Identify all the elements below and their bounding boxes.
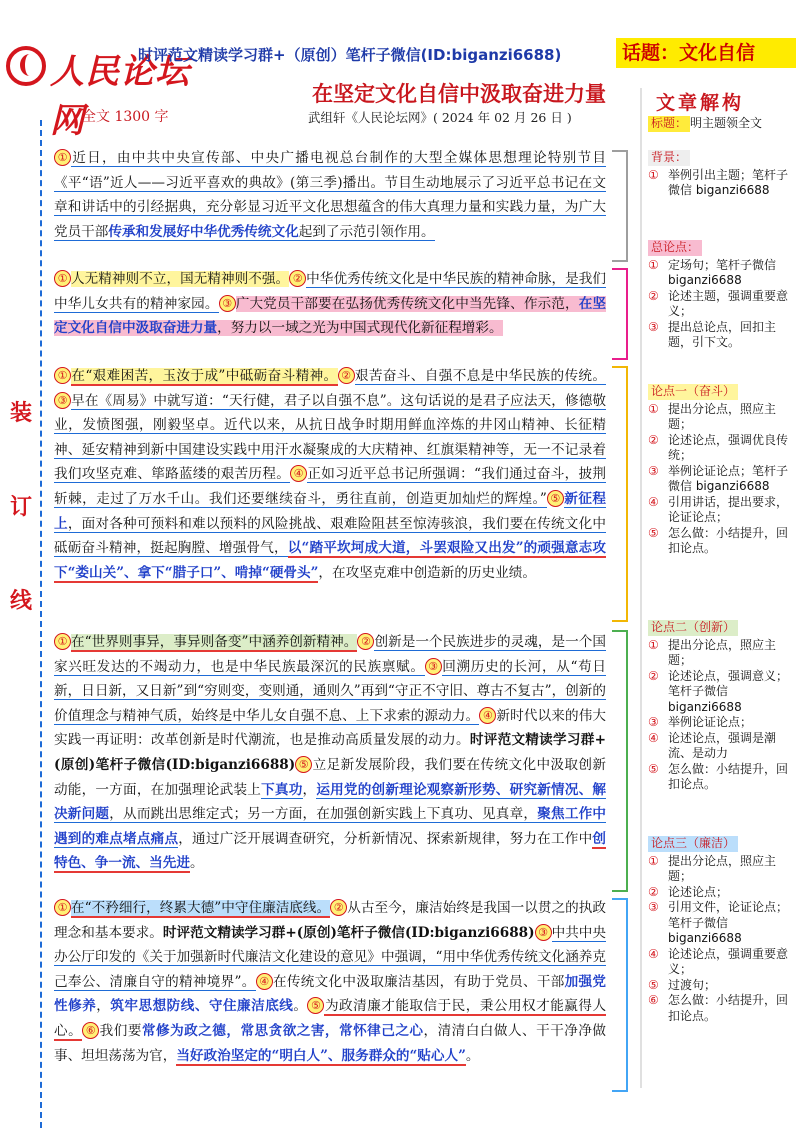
text-span: 我们要: [99, 1022, 142, 1039]
text-span: 近日，由中共中央宣传部、中央广播电视总台制作的大型全媒体思想理论特别节目《平“语”近人——习近平喜欢的典故》(第三季)播出。节目生动地展示了习近平总书记在文章和讲话中的引经据典，充分彰显习近平文化思想蕴含的伟大真理力量和实践力量，为广大党员干部: [54, 150, 606, 240]
sidebar-item-text: 引用讲话，提出要求，论证论点；: [668, 494, 789, 524]
sidebar-item: [648, 258, 788, 289]
num-marker: ①: [54, 149, 71, 166]
sidebar-item: [648, 464, 788, 495]
margin-char-3: 线: [10, 588, 33, 614]
sidebar-item-num: ③: [648, 319, 659, 334]
text-span: 回溯历史的长河，从“苟日新，日日新，又日新”到“穷则变，变则通，通则久”再到“守正不守旧、尊古不复古”，创新的价值理念与精神气质，始终是中华儿女自强不息、上下求索的源动力。: [54, 658, 607, 724]
num-marker: ③: [219, 295, 236, 312]
sidebar-item-num: ①: [648, 637, 659, 652]
sidebar-item-num: ②: [648, 668, 659, 683]
highlight-span: 人无精神则不立，国无精神则不强。: [71, 271, 290, 287]
sidebar-item-text: 过渡句；: [668, 977, 717, 992]
sidebar-item-text: 提出分论点，照应主题；: [668, 853, 777, 883]
key-phrase: 下真功: [261, 781, 303, 798]
text-span: ，在攻坚克难中创造新的历史业绩。: [318, 564, 536, 581]
margin-char-2: 订: [10, 494, 33, 520]
key-phrase: 传承和发展好中华优秀传统文化: [108, 223, 299, 240]
text-span: 。: [293, 998, 308, 1015]
num-marker: ③: [425, 658, 442, 675]
group-line: [138, 44, 561, 65]
sidebar-section-background: [648, 150, 788, 199]
num-marker: ①: [54, 367, 71, 384]
bracket-point-2: [612, 630, 628, 892]
sidebar-item-text: 怎么做：小结提升，回扣论点。: [668, 761, 789, 791]
text-span: 在传统文化中汲取廉洁基因，有助于党员、干部: [272, 973, 565, 990]
sidebar-item-text: 怎么做：小结提升，回扣论点。: [668, 993, 789, 1023]
text-span: 。: [465, 1047, 480, 1064]
text-span: ，从而跳出思维定式；另一方面，在加强创新实践上下真功、见真章，: [109, 806, 538, 823]
sidebar-item-num: ③: [648, 463, 659, 478]
sidebar-item-num: ②: [648, 432, 659, 447]
sidebar-item: [648, 993, 788, 1024]
key-phrase: 新征程上: [54, 490, 607, 532]
sidebar-item-text: 论述论点，强调意义；笔杆子微信 biganzi6688: [668, 668, 789, 714]
num-marker: ④: [256, 973, 273, 990]
sidebar-section-head: 论点二（创新）: [648, 620, 738, 636]
sidebar-item: [648, 638, 788, 669]
sidebar-item-num: ③: [648, 715, 659, 729]
sidebar-item-num: ④: [648, 730, 659, 745]
num-marker: ②: [289, 270, 306, 287]
sidebar-section-head: 论点三（廉洁）: [648, 836, 738, 852]
key-phrase: 以“踏平坎坷成大道，斗罢艰险又出发”的顽强意志攻下“娄山关”、拿下“腊子口”、啃掉“硬骨头”: [54, 540, 607, 581]
sidebar-item-text: 提出总论点，回扣主题，引下文。: [668, 319, 777, 349]
subpoint-title: 在“不矜细行，终累大德”中守住廉洁底线。: [71, 900, 331, 916]
sidebar-section-head: 总论点：: [648, 240, 702, 256]
text-span: 艰苦奋斗、自强不息是中华民族的传统。: [354, 368, 606, 384]
sidebar-item-num: ⑤: [648, 977, 659, 992]
num-marker: ⑥: [82, 1022, 99, 1039]
sidebar-section-head: 背景：: [648, 150, 690, 166]
key-phrase: 创特色、争一流、当先进: [54, 830, 607, 872]
group-line-text: 时评范文精读学习群+（原创）笔杆子微信(ID:biganzi6688): [138, 46, 562, 64]
sidebar-item-text: 论述论点，强调优良传统；: [668, 432, 789, 462]
paragraph-point-3: [54, 896, 606, 1068]
subpoint-title: 在“世界则事异，事异则备变”中涵养创新精神。: [71, 634, 358, 650]
num-marker: ①: [54, 633, 71, 650]
sidebar-item-text: 怎么做：小结提升，回扣论点。: [668, 525, 789, 555]
logo-mark: [6, 46, 46, 86]
paragraph-point-1: [54, 364, 606, 585]
sidebar-section-head: 论点一（奋斗）: [648, 384, 738, 400]
text-span: ，: [96, 998, 111, 1015]
sidebar-item-num: ④: [648, 494, 659, 509]
watermark-line: 时评范文精读学习群+(原创)笔杆子微信(ID:biganzi6688): [162, 924, 535, 941]
sidebar-item: [648, 320, 788, 351]
num-marker: ③: [54, 392, 71, 409]
sidebar-item: [648, 731, 788, 762]
sidebar-item: [648, 168, 788, 199]
key-phrase: 当好政治坚定的“明白人”、服务群众的“贴心人”: [176, 1047, 466, 1064]
num-marker: ③: [535, 924, 552, 941]
sidebar-item: [648, 900, 788, 947]
text-span: 中华优秀传统文化是中华民族的精神命脉，是我们中华儿女共有的精神家园。: [54, 271, 607, 312]
num-marker: ⑤: [307, 997, 324, 1014]
text-span: ，面对各种可预料和难以预料的风险挑战、艰难险阻甚至惊涛骇浪，我们要在传统文化中砥砺奋斗精神，挺起胸膛、增强骨气，: [54, 515, 607, 557]
watermark-line: 时评范文精读学习群+(原创)笔杆子微信(ID:biganzi6688): [54, 732, 607, 773]
num-marker: ②: [357, 633, 374, 650]
topic-badge: 话题：文化自信: [616, 38, 796, 68]
num-marker: ②: [330, 899, 347, 916]
key-phrase: 加强党性修养: [54, 973, 607, 1015]
logo-text: 人民论坛网: [50, 52, 190, 141]
bracket-point-3: [612, 898, 628, 1092]
num-marker: ④: [290, 465, 307, 482]
text-span: ，清清白白做人、干干净净做事、坦坦荡荡为官，: [54, 1022, 607, 1064]
sidebar-title-desc: 明主题领全文: [690, 116, 763, 130]
text-span: 立足新发展阶段，我们要在传统文化中汲取创新动能，一方面，在加强理论武装上: [54, 756, 606, 798]
sidebar-item-text: 引用文件，论证论点；笔杆子微信 biganzi6688: [668, 900, 789, 945]
text-span: 。: [189, 855, 204, 872]
text-span: 中共中央办公厅印发的《关于加强新时代廉洁文化建设的意见》中强调，“用中华优秀传统文化涵养克己奉公、清廉自守的精神境界”。: [54, 924, 607, 990]
num-marker: ④: [479, 707, 496, 724]
key-phrase: 在坚定文化自信中汲取奋进力量: [54, 295, 607, 337]
key-phrase: 常修为政之德，常思贪欲之害，常怀律己之心: [141, 1022, 424, 1039]
paragraph-thesis: [54, 267, 606, 341]
byline: 武组轩《人民论坛网》( 2024 年 02 月 26 日 ): [308, 110, 572, 125]
sidebar-item-text: 举例引出主题；笔杆子微信 biganzi6688: [668, 167, 789, 197]
text-span: 新时代以来的伟大实践一再证明：改革创新是时代潮流，也是推动高质量发展的动力。: [54, 707, 607, 749]
bracket-background: [612, 150, 628, 262]
text-span: 创新是一个民族进步的灵魂，是一个国家兴旺发达的不竭动力，也是中华民族最深沉的民族禀赋。: [54, 634, 606, 675]
sidebar-item-num: ⑤: [648, 761, 659, 776]
num-marker: ①: [54, 899, 71, 916]
sidebar-item-num: ①: [648, 401, 659, 416]
num-marker: ①: [54, 270, 71, 287]
sidebar-item: [648, 978, 788, 994]
highlight-span: 广大党员干部要在弘扬优秀传统文化中当先锋、作示范，: [235, 295, 579, 312]
sidebar-item: [648, 289, 788, 320]
sidebar-item-text: 举例论证论点；笔杆子微信 biganzi6688: [668, 463, 789, 493]
text-span: ，: [302, 781, 317, 798]
sidebar-item: [648, 885, 788, 901]
sidebar-item: [648, 762, 788, 793]
sidebar-item-text: 论述主题，强调重要意义；: [668, 288, 789, 318]
article-title: 在坚定文化自信中汲取奋进力量: [312, 81, 606, 106]
num-marker: ②: [338, 367, 355, 384]
text-span: 早在《周易》中就写道：“天行健，君子以自强不息”。这句话说的是君子应法天，修德敬业，发愤图强，刚毅坚卓。近代以来，从抗日战争时期用鲜血淬炼的井冈山精神、长征精神、延安精神到新中国建设实践中用汗水凝聚成的大庆精神、红旗渠精神等，无一不记录着我们攻坚克难、筚路蓝缕的艰苦历程。: [54, 392, 606, 483]
binding-line: [40, 120, 42, 1128]
sidebar-item: [648, 433, 788, 464]
sidebar-title-note: [648, 116, 788, 134]
word-count: 全文 1300 字: [82, 109, 169, 125]
sidebar-item-text: 提出分论点，照应主题；: [668, 637, 777, 667]
text-span: 为政清廉才能取信于民，秉公用权才能赢得人心。: [54, 998, 607, 1039]
text-span: 正如习近平总书记所强调：“我们通过奋斗，披荆斩棘，走过了万水千山。我们还要继续奋斗，勇往直前，创造更加灿烂的辉煌。”: [54, 466, 607, 507]
sidebar-item: [648, 526, 788, 557]
sidebar-item: [648, 947, 788, 978]
num-marker: ⑤: [295, 756, 312, 773]
sidebar-section-point-2: [648, 620, 788, 793]
text-span: 起到了示范引领作用。: [298, 223, 435, 240]
sidebar-title-label: 标题：: [648, 116, 690, 132]
sidebar-item: [648, 669, 788, 716]
sidebar-item: [648, 854, 788, 885]
sidebar-item: [648, 402, 788, 433]
sidebar-item-num: ①: [648, 257, 659, 272]
sidebar-item-text: 论述论点；: [668, 884, 729, 899]
sidebar-item-num: ①: [648, 853, 659, 868]
bracket-thesis: [612, 268, 628, 360]
margin-char-1: 装: [10, 400, 33, 426]
sidebar-item-num: ④: [648, 946, 659, 961]
key-phrase: 筑牢思想防线、守住廉洁底线: [110, 998, 294, 1015]
sidebar-section-point-3: [648, 836, 788, 1024]
sidebar-title: 文章解构: [656, 92, 745, 114]
bracket-point-1: [612, 366, 628, 622]
sidebar-section-thesis: [648, 240, 788, 351]
sidebar-item-num: ①: [648, 167, 659, 182]
sidebar-item: [648, 715, 788, 731]
sidebar-item-num: ②: [648, 288, 659, 303]
sidebar-item-num: ③: [648, 900, 659, 914]
num-marker: ⑤: [547, 490, 564, 507]
sidebar-item: [648, 495, 788, 526]
sidebar-item-num: ⑤: [648, 525, 659, 540]
sidebar-item-num: ⑥: [648, 993, 659, 1007]
sidebar-item-text: 论述论点，强调重要意义；: [668, 946, 789, 976]
subpoint-title: 在“艰难困苦，玉汝于成”中砥砺奋斗精神。: [71, 368, 338, 384]
highlight-span: ，努力以一域之光为中国式现代化新征程增彩。: [217, 320, 503, 337]
text-span: ，通过广泛开展调查研究，分析新情况、探索新规律，努力在工作中: [178, 830, 593, 847]
text-span: 从古至今，廉洁始终是我国一以贯之的执政理念和基本要求。: [54, 900, 607, 941]
key-phrase: 聚焦工作中遇到的难点堵点痛点: [54, 806, 607, 847]
sidebar-item-text: 定场句；笔杆子微信 biganzi6688: [668, 257, 777, 287]
key-phrase: 运用党的创新理论观察新形势、研究新情况、解决新问题: [54, 781, 607, 823]
paragraph-point-2: [54, 630, 606, 876]
sidebar-item-text: 提出分论点，照应主题；: [668, 401, 777, 431]
sidebar-item-num: ②: [648, 884, 659, 899]
sidebar-item-text: 论述论点，强调是潮流、是动力: [668, 730, 777, 760]
sidebar-section-point-1: [648, 384, 788, 557]
paragraph-background: [54, 146, 606, 244]
sidebar-item-text: 举例论证论点；: [668, 715, 753, 729]
